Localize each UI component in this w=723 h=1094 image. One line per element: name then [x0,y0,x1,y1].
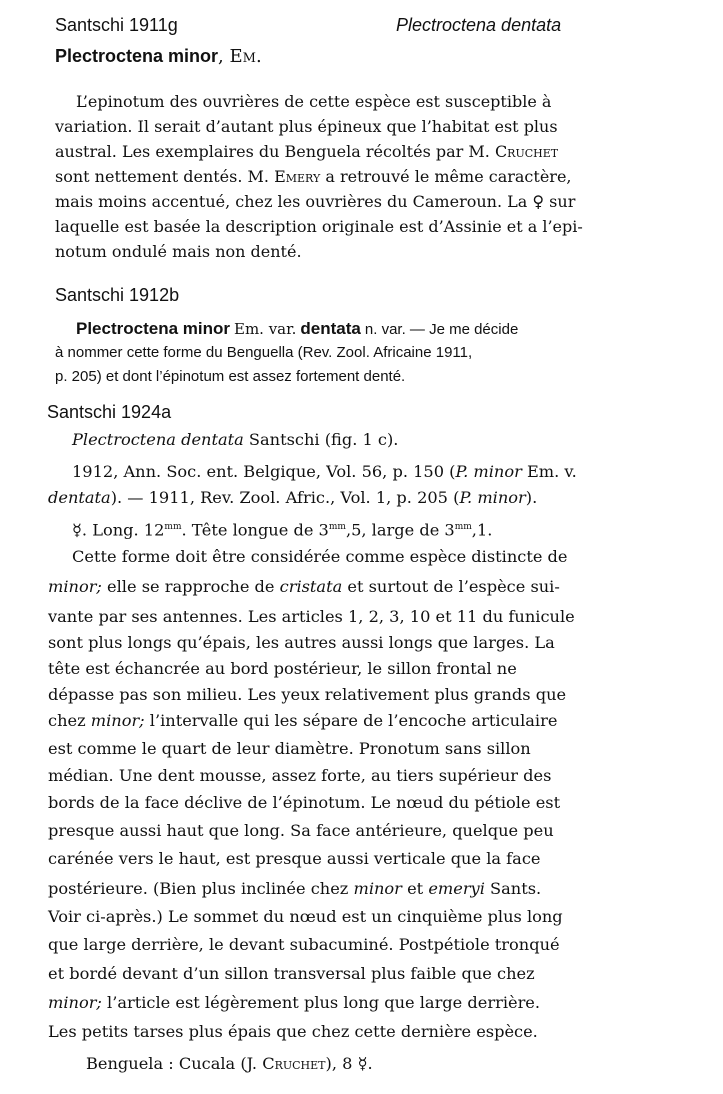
section2-author: Em. var. [234,320,297,338]
section3-measure: ☿. Long. $12^{mm}$. Tête longue de $3^{mm},5$, large de $3^{mm},1$. [72,520,493,540]
section2-taxon: Plectroctena minor [76,319,230,338]
text-line: variation. Il serait d’autant plus épineux que l’habitat est plus [55,117,558,136]
text-line: tête est échancrée au bord postérieur, le sillon frontal ne [48,659,517,678]
text-line: dépasse pas son milieu. Les yeux relativement plus grands que [48,685,567,704]
section2-line3: p. 205) et dont l’épinotum est assez fortement denté. [55,368,406,385]
text-line: sont nettement dentés. M. Emery a retrouvé le même caractère, [55,167,572,186]
text-line: laquelle est basée la description originale est d’Assinie et a l’epi- [55,217,583,236]
text-line: est comme le quart de leur diamètre. Pronotum sans sillon [48,739,531,758]
text-line: vante par ses antennes. Les articles 1, 2, 3, 10 et 11 du funicule [48,607,575,626]
text-line: L’epinotum des ouvrières de cette espèce est susceptible à [76,92,552,111]
text-line: sont plus longs qu’épais, les autres aussi longs que larges. La [48,633,555,652]
text-line: presque aussi haut que long. Sa face antérieure, quelque peu [48,821,554,840]
text-line: notum ondulé mais non denté. [55,242,302,261]
text-line: minor; elle se rapproche de cristata et surtout de l’espèce sui- [48,577,560,596]
section2-variety: dentata [300,319,361,338]
section1-taxon: Plectroctena minor [55,46,219,66]
section3-ref2: dentata). — 1911, Rev. Zool. Afric., Vol. 1, p. 205 (P. minor). [48,488,538,507]
female-symbol: ♀ [532,192,545,211]
text-line: mais moins accentué, chez les ouvrières du Cameroun. La ♀ sur [55,192,576,211]
section2-line1: Plectroctena minor Em. var. dentata n. var. — Je me décide [76,319,519,338]
section1-author: Em. [229,46,262,67]
section3-ref1: 1912, Ann. Soc. ent. Belgique, Vol. 56, p. 150 (P. minor Em. v. [72,462,577,481]
section2-heading: Santschi 1912b [55,285,180,305]
text-line: Voir ci-après.) Le sommet du nœud est un cinquième plus long [48,907,563,926]
text-line: que large derrière, le devant subacuminé. Postpétiole tronqué [48,935,560,954]
text-line: bords de la face déclive de l’épinotum. Le nœud du pétiole est [48,793,561,812]
text-line: médian. Une dent mousse, assez forte, au tiers supérieur des [48,766,552,785]
text-line: chez minor; l’intervalle qui les sépare de l’encoche articulaire [48,711,558,730]
section1-title: Plectroctena minor, Em. [55,46,262,67]
section2-line2: à nommer cette forme du Benguella (Rev. Zool. Africaine 1911, [55,344,473,361]
section3-title: Plectroctena dentata Santschi (fig. 1 c). [72,430,399,449]
text-line: austral. Les exemplaires du Benguela récoltés par M. Cruchet [55,142,559,161]
section3-taxon: Plectroctena dentata [72,430,244,449]
text-line: minor; l’article est légèrement plus long que large derrière. [48,993,541,1012]
text-line: et bordé devant d’un sillon transversal plus faible que chez [48,964,535,983]
section3-heading: Santschi 1924a [47,402,172,422]
text-line: postérieure. (Bien plus inclinée chez minor et emeryi Sants. [48,879,542,898]
text-line: Cette forme doit être considérée comme espèce distincte de [72,547,568,566]
header-right: Plectroctena dentata [396,15,562,35]
header-left: Santschi 1911g [55,15,178,35]
text-line: Les petits tarses plus épais que chez cette dernière espèce. [48,1022,538,1041]
text-line: carénée vers le haut, est presque aussi verticale que la face [48,849,541,868]
section3-locality: Benguela : Cucala (J. Cruchet), 8 ☿. [86,1054,373,1073]
